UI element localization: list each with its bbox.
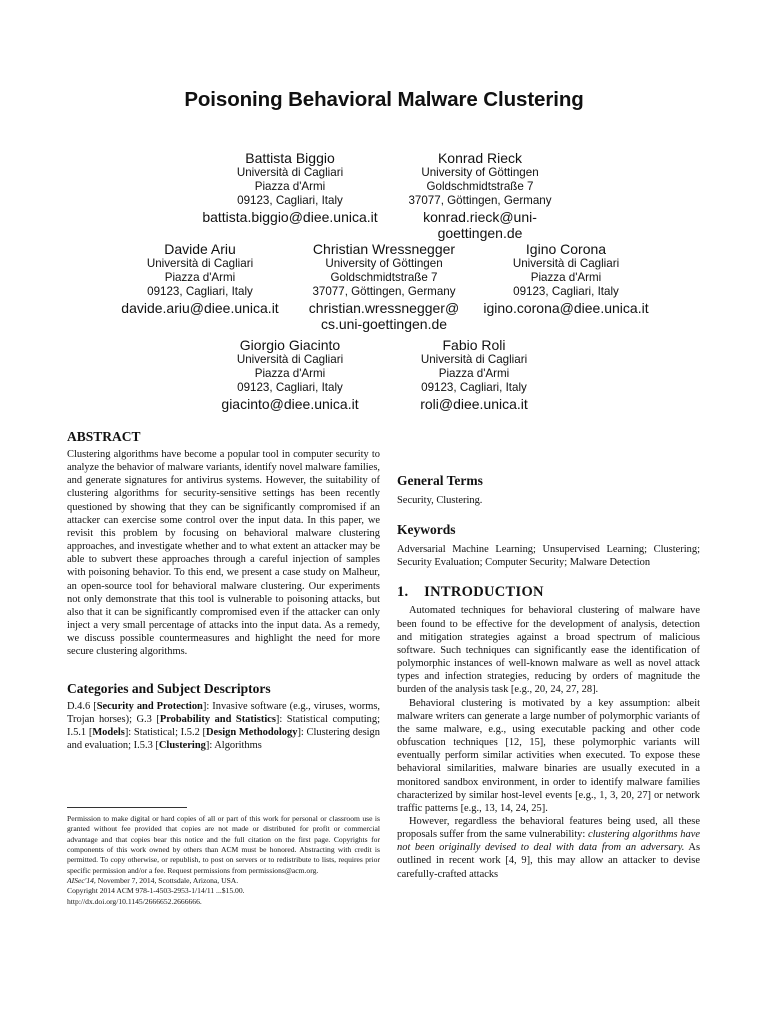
author-name: Konrad Rieck: [437, 150, 523, 166]
general-terms-text: Security, Clustering.: [397, 495, 483, 506]
author-email: konrad.rieck@uni-: [423, 208, 537, 225]
category-name: Probability and Statistics: [159, 713, 276, 725]
author-block: [100, 241, 300, 316]
keywords-heading: Keywords: [397, 522, 456, 538]
author-block: [284, 241, 484, 332]
author-affiliation: 09123, Cagliari, Italy: [421, 381, 527, 395]
author-affiliation: Piazza d'Armi: [164, 271, 236, 285]
venue-name: AISec'14,: [67, 876, 96, 886]
author-affiliation: 09123, Cagliari, Italy: [237, 194, 343, 208]
intro-text: However, regardless the behavioral features being used, all these proposals suffer from the same vulnerability:: [397, 815, 700, 841]
intro-emphasis: clustering algorithms have not been originally devised to deal with data from an adversary.: [397, 829, 700, 854]
categories-heading: Categories and Subject Descriptors: [67, 680, 271, 696]
categories-part: ]: Invasive software (e.g., viruses, worms, Trojan horses); G.3 [: [67, 700, 381, 725]
author-affiliation: Piazza d'Armi: [438, 367, 510, 381]
right-column: [397, 472, 700, 881]
author-block: [190, 150, 390, 225]
author-block: [380, 150, 580, 241]
author-affiliation: 09123, Cagliari, Italy: [147, 285, 253, 299]
permission-block: [67, 814, 380, 907]
author-affiliation: Piazza d'Armi: [530, 271, 602, 285]
author-affiliation: Goldschmidtstraße 7: [426, 180, 534, 194]
footnote-rule: [67, 807, 187, 808]
left-column: [67, 428, 380, 752]
general-terms-heading: General Terms: [397, 473, 483, 488]
author-email: igino.corona@diee.unica.it: [483, 299, 649, 316]
author-email: giacinto@diee.unica.it: [221, 395, 359, 412]
author-affiliation: Piazza d'Armi: [254, 180, 326, 194]
categories-part: D.4.6 [: [67, 700, 97, 712]
author-affiliation: University of Göttingen: [421, 166, 539, 179]
author-block: [466, 241, 666, 316]
permission-text: Permission to make digital or hard copies of all or part of this work for personal or classroom use is granted without fee provided that copies are not made or distributed for profit or commercial advantage and that copies bear this notice and the full citation on the first page. Copyrights for components of this work owned by others than ACM must be honored. Abstracting with credit is permitted. To copy otherwise, or republish, to post on servers or to redistribute to lists, requires prior specific permission and/or a fee. Request permissions from permissions@acm.org.: [67, 814, 380, 875]
author-affiliation: Università di Cagliari: [236, 166, 344, 179]
author-affiliation: 09123, Cagliari, Italy: [237, 381, 343, 395]
author-block: [374, 337, 574, 412]
abstract-text: Clustering algorithms have become a popular tool in computer security to analyze the behavior of malware variants, identify novel malware families, and generate signatures for antivirus systems. However, the suitability of clustering algorithms for security-sensitive settings has been recently questioned by showing that they can be significantly compromised if an attacker can exercise some control over the input data. In this paper, we revisit this problem by focusing on behavioral malware clustering approaches, and investigate whether and to what extent an attacker may be able to subvert these approaches through a careful injection of samples with poisoning behavior. To this end, we present a case study on Malheur, an open-source tool for behavioral malware clustering. Our experiments not only demonstrate that this tool is vulnerable to poisoning attacks, but also that it can be significantly compromised even if the attacker can only inject a very small percentage of attacks into the input data. As a remedy, we discuss possible countermeasures and highlight the need for more secure clustering algorithms.: [67, 449, 380, 658]
author-affiliation: Goldschmidtstraße 7: [330, 271, 438, 285]
author-affiliation: 37077, Göttingen, Germany: [312, 285, 456, 299]
author-block: [190, 337, 390, 412]
author-affiliation: Università di Cagliari: [512, 257, 620, 270]
categories-part: ]: Statistical computing; I.5.1 [: [67, 713, 380, 738]
author-email: goettingen.de: [437, 224, 523, 241]
doi-line: http://dx.doi.org/10.1145/2666652.2666666.: [67, 896, 202, 906]
venue-details: November 7, 2014, Scottsdale, Arizona, USA.: [95, 876, 239, 886]
author-email: battista.biggio@diee.unica.it: [202, 208, 378, 225]
author-name: Igino Corona: [525, 241, 607, 257]
copyright-line: Copyright 2014 ACM 978-1-4503-2953-1/14/11 ...$15.00.: [67, 886, 245, 896]
author-affiliation: Università di Cagliari: [146, 257, 254, 270]
author-affiliation: 09123, Cagliari, Italy: [513, 285, 619, 299]
author-email: roli@diee.unica.it: [420, 395, 528, 412]
author-affiliation: Università di Cagliari: [236, 353, 344, 366]
categories-text: [67, 700, 380, 753]
categories-part: ]: Statistical; I.5.2 [: [124, 726, 207, 738]
author-affiliation: Piazza d'Armi: [254, 367, 326, 381]
category-name: Design Methodology: [206, 726, 298, 738]
intro-paragraph: [397, 815, 700, 881]
category-name: Clustering: [158, 739, 206, 751]
author-name: Fabio Roli: [442, 337, 506, 353]
keywords-text: Adversarial Machine Learning; Unsupervised Learning; Clustering; Security Evaluation; Computer Security; Malware Detection: [397, 544, 700, 569]
author-name: Davide Ariu: [164, 241, 236, 257]
venue-line: [67, 876, 380, 886]
category-name: Models: [92, 726, 125, 738]
author-email: davide.ariu@diee.unica.it: [121, 299, 279, 316]
author-affiliation: 37077, Göttingen, Germany: [408, 194, 552, 208]
paper-title: Poisoning Behavioral Malware Clustering: [184, 88, 584, 111]
categories-part: ]: Clustering design and evaluation; I.5.3 [: [67, 726, 380, 751]
author-affiliation: University of Göttingen: [325, 257, 443, 270]
author-name: Christian Wressnegger: [312, 241, 456, 257]
author-name: Giorgio Giacinto: [239, 337, 341, 353]
intro-paragraph: Automated techniques for behavioral clustering of malware have been found to be effective for the development of analysis, detection and mitigation strategies against a broad spectrum of malicious software. Such techniques can significantly ease the identification of polymorphic instances of well-known malware as well as novel attack types and infection strategies, reducing by orders of magnitude the burden of the analysis task [e.g., 20, 24, 27, 28].: [397, 605, 700, 696]
author-email: christian.wressnegger@: [308, 299, 460, 316]
author-affiliation: Università di Cagliari: [420, 353, 528, 366]
introduction-heading: 1. INTRODUCTION: [397, 584, 544, 601]
author-email: cs.uni-goettingen.de: [320, 315, 448, 332]
category-name: Security and Protection: [96, 700, 203, 712]
abstract-heading: ABSTRACT: [67, 429, 141, 444]
intro-text: As outlined in recent work [4, 9], this may allow an attacker to devise carefully-crafted attacks: [397, 842, 701, 880]
intro-paragraph: Behavioral clustering is motivated by a key assumption: albeit malware writers can generate a large number of polymorphic variants of the same malware, e.g., using executable packing and other code obfuscation techniques [12, 15], these polymorphic variants will eventually perform similar activities when executed. To expose these behavioral similarities, malware binaries are usually executed in a monitored sandbox environment, in order to identify malware families characterized by similar host-level events [e.g., 1, 3, 20, 27] or network traffic patterns [e.g., 13, 14, 24, 25].: [397, 697, 700, 814]
categories-part: ]: Algorithms: [205, 739, 262, 751]
author-name: Battista Biggio: [245, 150, 335, 166]
